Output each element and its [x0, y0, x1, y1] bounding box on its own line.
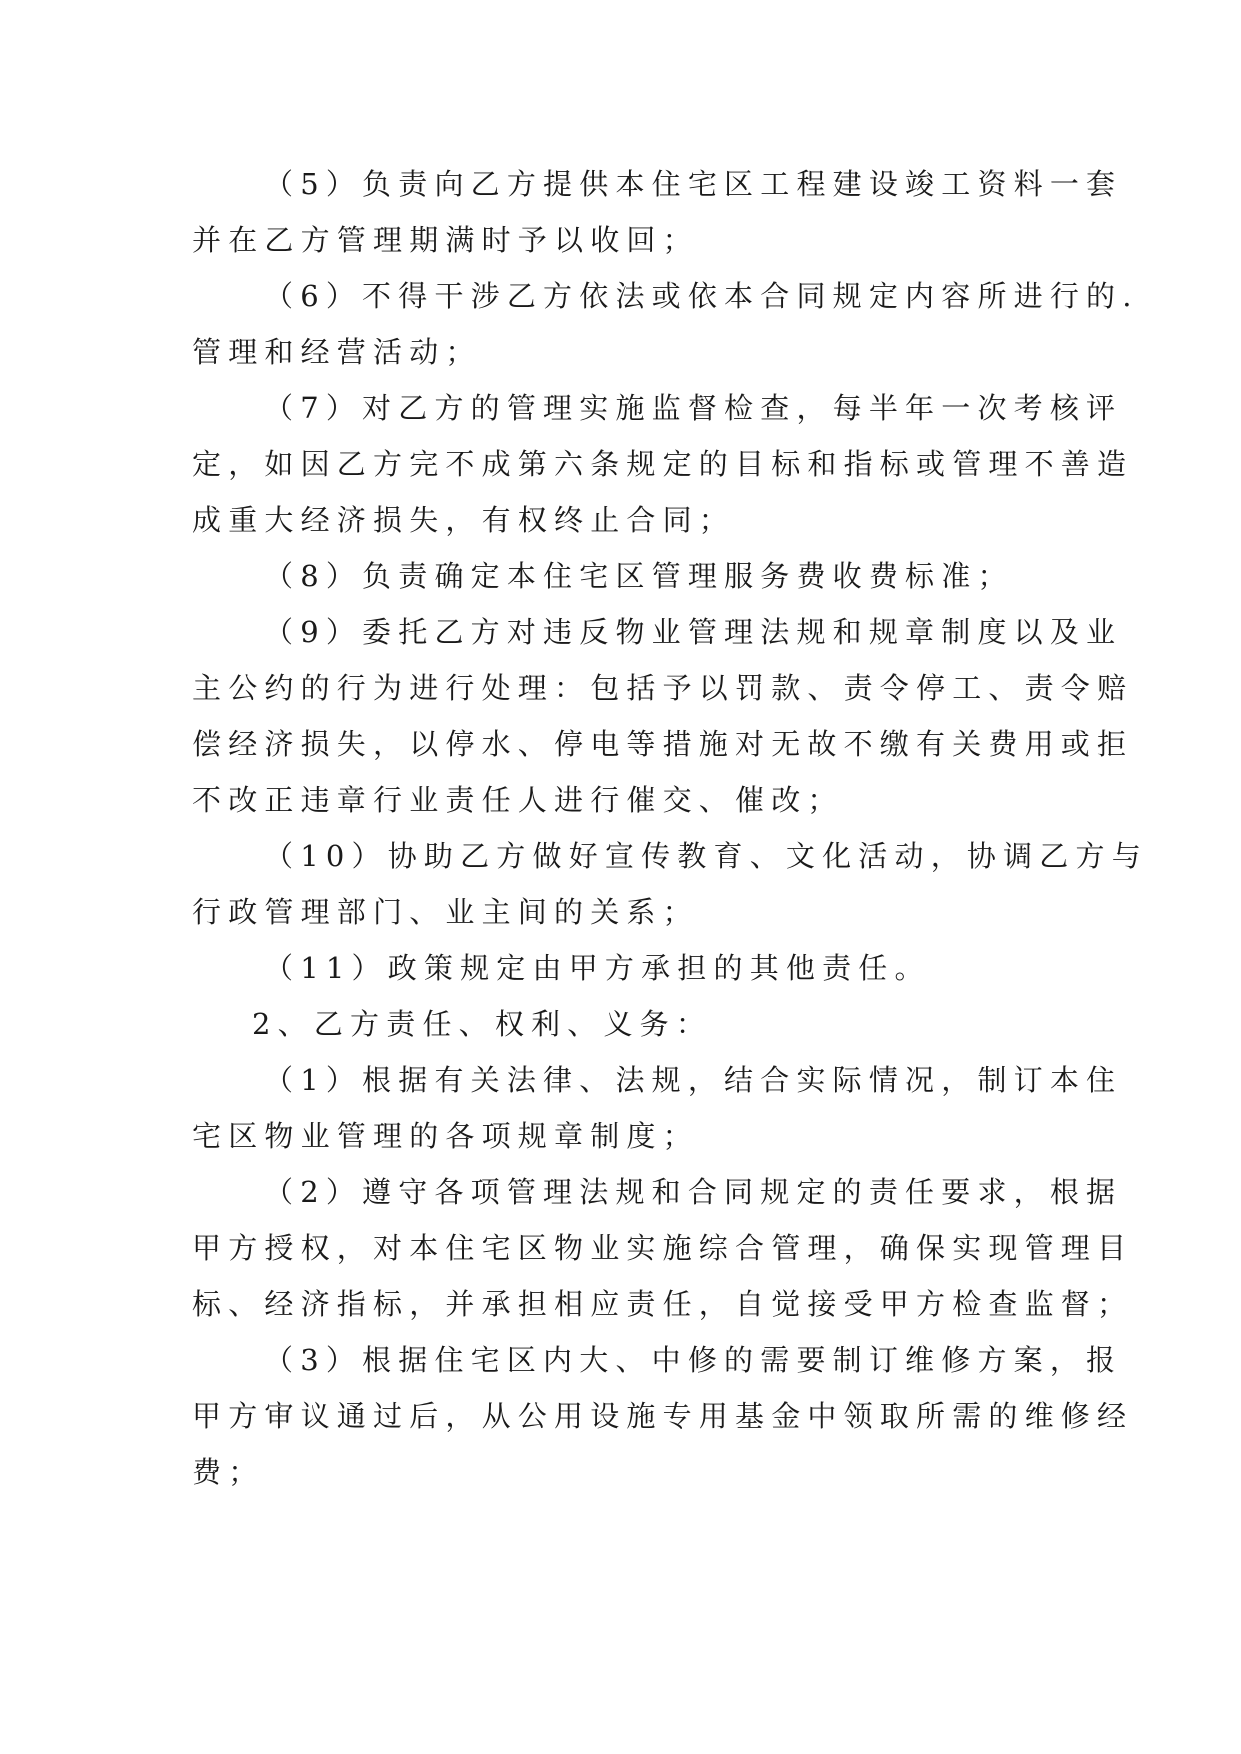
paragraph-line: （6）不得干涉乙方依法或依本合同规定内容所进行的. — [264, 279, 1139, 313]
paragraph-line: （3）根据住宅区内大、中修的需要制订维修方案，报 — [264, 1343, 1123, 1377]
paragraph-line: 甲方授权，对本住宅区物业实施综合管理，确保实现管理目 — [192, 1231, 1134, 1265]
paragraph-line: 费； — [192, 1455, 265, 1489]
paragraph-line: 成重大经济损失，有权终止合同； — [192, 503, 736, 537]
paragraph-line: 标、经济指标，并承担相应责任，自觉接受甲方检查监督； — [192, 1287, 1134, 1321]
paragraph-line: 并在乙方管理期满时予以收回； — [192, 223, 699, 257]
paragraph-line: （5）负责向乙方提供本住宅区工程建设竣工资料一套 — [264, 167, 1123, 201]
paragraph-line: （1）根据有关法律、法规，结合实际情况，制订本住 — [264, 1063, 1123, 1097]
paragraph-line: （10）协助乙方做好宣传教育、文化活动，协调乙方与 — [264, 839, 1148, 873]
paragraph-line: 主公约的行为进行处理：包括予以罚款、责令停工、责令赔 — [192, 671, 1134, 705]
paragraph-line: （9）委托乙方对违反物业管理法规和规章制度以及业 — [264, 615, 1123, 649]
paragraph-line: 行政管理部门、业主间的关系； — [192, 895, 699, 929]
section-heading: 2、乙方责任、权利、义务： — [252, 1007, 713, 1041]
paragraph-line: 定，如因乙方完不成第六条规定的目标和指标或管理不善造 — [192, 447, 1134, 481]
paragraph-line: 偿经济损失，以停水、停电等措施对无故不缴有关费用或拒 — [192, 727, 1134, 761]
paragraph-line: （11）政策规定由甲方承担的其他责任。 — [264, 951, 931, 985]
paragraph-line: （2）遵守各项管理法规和合同规定的责任要求，根据 — [264, 1175, 1123, 1209]
paragraph-line: 甲方审议通过后，从公用设施专用基金中领取所需的维修经 — [192, 1399, 1134, 1433]
paragraph-line: （8）负责确定本住宅区管理服务费收费标准； — [264, 559, 1014, 593]
paragraph-line: （7）对乙方的管理实施监督检查，每半年一次考核评 — [264, 391, 1123, 425]
paragraph-line: 管理和经营活动； — [192, 335, 482, 369]
paragraph-line: 宅区物业管理的各项规章制度； — [192, 1119, 699, 1153]
paragraph-line: 不改正违章行业责任人进行催交、催改； — [192, 783, 844, 817]
